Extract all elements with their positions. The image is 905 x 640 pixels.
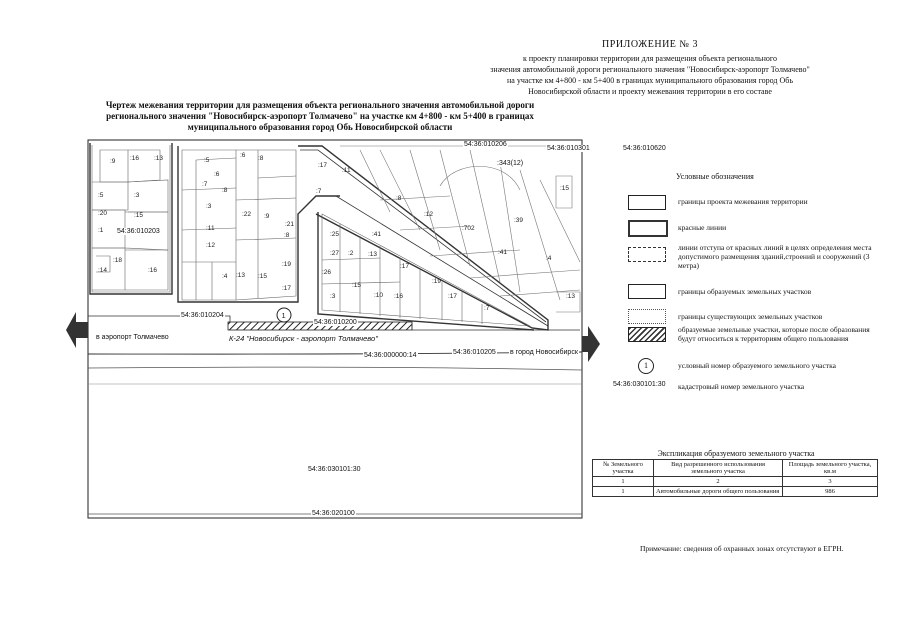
cad-label-000000: 54:36:000000:14 xyxy=(364,352,417,359)
parcel-number-label: :13 xyxy=(154,155,164,162)
parcel-number-label: :16 xyxy=(148,267,158,274)
legend-text-8: кадастровый номер земельного участка xyxy=(678,382,805,391)
parcel-number-label: :14 xyxy=(98,267,108,274)
parcel-number-label: :13 xyxy=(566,293,576,300)
parcel-number-label: :13 xyxy=(368,251,378,258)
parcel-number-label: :22 xyxy=(242,211,252,218)
drawing-title-line-1: Чертеж межевания территории для размещения объекта регионального значения автомобильной дороги xyxy=(105,100,535,110)
parcel-number-label: :20 xyxy=(98,210,108,217)
parcel-number-label: :1 xyxy=(98,227,104,234)
parcel-number-label: :10 xyxy=(374,292,384,299)
parcel-number-label: :16 xyxy=(130,155,140,162)
header-line-4: Новосибирской области и проекту межевания территории в его составе xyxy=(528,87,772,96)
explication-table xyxy=(592,459,878,497)
parcel-number-label: :6 xyxy=(214,171,220,178)
parcel-number-label: :15 xyxy=(560,185,570,192)
parcel-number-label: :7 xyxy=(484,305,490,312)
legend-text-1: границы проекта межевания территории xyxy=(678,197,808,206)
parcels-upper-right xyxy=(340,146,580,312)
parcel-number-label: :15 xyxy=(134,212,144,219)
road-edge-south xyxy=(88,352,582,354)
parcel-number-label: :7 xyxy=(202,181,208,188)
parcel-number-label: :4 xyxy=(546,255,552,262)
parcel-number-label: :7 xyxy=(316,188,322,195)
cad-label-030101-center: 54:36:030101:30 xyxy=(308,466,361,473)
explication-title: Экспликация образуемого земельного участка xyxy=(657,449,815,458)
legend-text-2: красные линии xyxy=(678,223,727,232)
parcel-number-label: :16 xyxy=(394,293,404,300)
header-line-2: значения автомобильной дороги регионального значения "Новосибирск-аэропорт Толмачево" xyxy=(490,65,810,74)
parcel-number-label: :8 xyxy=(396,195,402,202)
cad-label-010206: 54:36:010206 xyxy=(464,141,507,148)
parcel-number-label: :17 xyxy=(318,162,328,169)
parcel-number-label: :39 xyxy=(514,217,524,224)
parcel-number-label: :17 xyxy=(448,293,458,300)
parcel-number-label: :41 xyxy=(372,231,382,238)
cad-label-010301: 54:36:010301 xyxy=(547,145,590,152)
table-row xyxy=(593,487,878,497)
parcel-number-label: :12 xyxy=(424,211,434,218)
parcels-triangle xyxy=(322,214,530,326)
cad-label-010203: 54:36:010203 xyxy=(117,228,160,235)
cad-label-030101-right: 54:36:030101:30 xyxy=(613,381,666,388)
appendix-title: ПРИЛОЖЕНИЕ № 3 xyxy=(602,39,698,50)
parcel-number-label: :9 xyxy=(110,158,116,165)
parcel-number-label: :6 xyxy=(240,152,246,159)
parcel-number-label: :3 xyxy=(330,293,336,300)
parcel-number-label: :19 xyxy=(432,278,442,285)
explication-row-use: Автомобильные дороги общего пользования xyxy=(654,487,783,497)
header-line-1: к проекту планировки территории для размещения объекта регионального xyxy=(522,54,777,63)
extra-label: :343(12) xyxy=(497,160,524,167)
legend-item-formed-boundaries xyxy=(628,284,868,298)
arrow-right-bar xyxy=(582,336,590,352)
cad-label-010200: 54:36:010200 xyxy=(314,319,357,326)
cad-label-010620: 54:36:010620 xyxy=(623,145,666,152)
legend-title: Условные обозначения xyxy=(676,172,754,181)
explication-header-area: Площадь земельного участка, кв.м xyxy=(783,460,878,477)
parcel-number-label: :4 xyxy=(222,273,228,280)
legend-item-cad-number xyxy=(628,381,868,395)
legend-text-3: линии отступа от красных линий в целях определения места допустимого размещения зданий,строений и сооружений (3 метра) xyxy=(678,243,872,270)
parcel-number-label: :25 xyxy=(330,231,340,238)
direction-left-label: в аэропорт Толмачево xyxy=(96,334,169,341)
legend-item-setback-lines xyxy=(628,243,872,279)
legend-text-7: условный номер образуемого земельного участка xyxy=(678,361,836,370)
parcel-number-label: :9 xyxy=(264,213,270,220)
explication-row-area: 986 xyxy=(783,487,878,497)
explication-colnum-1: 1 xyxy=(593,477,654,487)
cad-label-010204: 54:36:010204 xyxy=(181,312,224,319)
direction-right-label: в город Новосибирск xyxy=(510,349,578,356)
parcel-number-label: :15 xyxy=(352,282,362,289)
header-line-3: на участке км 4+800 - км 5+400 в границах муниципального образования город Обь xyxy=(507,76,793,85)
parcel-number-label: :41 xyxy=(498,249,508,256)
explication-colnum-3: 3 xyxy=(783,477,878,487)
explication-header-number: № Земельного участка xyxy=(593,460,654,477)
legend-item-red-lines xyxy=(628,220,868,234)
cad-label-010205: 54:36:010205 xyxy=(453,349,496,356)
parcel-number-label: :17 xyxy=(282,285,292,292)
parcel-number-label: :8 xyxy=(258,155,264,162)
parcel-number-label: :8 xyxy=(284,232,290,239)
legend-text-4: границы образуемых земельных участков xyxy=(678,287,812,296)
parcel-number-label: :5 xyxy=(204,157,210,164)
legend-symbol-marker: 1 xyxy=(638,358,654,374)
legend-item-plot-number xyxy=(628,360,868,374)
note: Примечание: сведения об охранных зонах отсутствуют в ЕГРН. xyxy=(640,544,844,553)
parcel-number-label: :8 xyxy=(222,187,228,194)
legend-text-5: границы существующих земельных участков xyxy=(678,312,823,321)
drawing-title-line-2: регионального значения "Новосибирск-аэропорт Толмачево" на участке км 4+800 - км 5+400 в границах xyxy=(106,111,534,121)
parcel-number-label: :17 xyxy=(400,263,410,270)
parcel-number-label: :11 xyxy=(206,225,215,232)
legend-text-6: образуемые земельные участки, которые после образования будут относиться к территориям общего пользования xyxy=(678,325,870,343)
parcel-number-label: :19 xyxy=(282,261,292,268)
explication-header-row xyxy=(593,460,878,477)
road-edge-south-2 xyxy=(88,367,582,370)
cad-label-020100: 54:36:020100 xyxy=(312,510,355,517)
plot-marker-number: 1 xyxy=(281,311,286,320)
parcel-number-label: :21 xyxy=(285,221,295,228)
parcel-number-label: :12 xyxy=(206,242,216,249)
legend-item-public-plots xyxy=(628,325,868,357)
explication-colnum-row xyxy=(593,477,878,487)
legend-symbol-existing xyxy=(628,309,666,324)
parcel-number-label: :3 xyxy=(206,203,212,210)
parcel-number-label: :3 xyxy=(134,192,140,199)
parcel-number-label: :13 xyxy=(236,272,246,279)
legend-symbol-hatched xyxy=(628,327,666,342)
legend-symbol-formed xyxy=(628,284,666,299)
legend-symbol-setback xyxy=(628,247,666,262)
parcel-number-label: :26 xyxy=(322,269,332,276)
parcel-number-label: :27 xyxy=(330,250,340,257)
legend-symbol-project-boundary xyxy=(628,195,666,210)
road-label: К-24 "Новосибирск - аэропорт Толмачево" xyxy=(229,334,378,343)
parcel-number-label: :702 xyxy=(462,225,475,232)
parcel-number-label: :5 xyxy=(98,192,104,199)
explication-colnum-2: 2 xyxy=(654,477,783,487)
explication-row-number: 1 xyxy=(593,487,654,497)
street-band-2 xyxy=(325,196,548,326)
legend-item-project-boundary xyxy=(628,195,868,209)
red-line-diagonal xyxy=(298,146,548,330)
explication-header-use: Вид разрешенного использования земельного участка xyxy=(654,460,783,477)
parcel-number-label: :2 xyxy=(348,250,354,257)
parcel-number-label: :15 xyxy=(258,273,268,280)
legend-item-existing-boundaries xyxy=(628,309,868,323)
drawing-title-line-3: муниципального образования город Обь Новосибирской области xyxy=(187,122,453,132)
arrow-left-bar xyxy=(74,322,88,338)
legend-symbol-red-lines xyxy=(628,220,668,237)
parcel-number-label: :11 xyxy=(342,167,351,174)
parcel-number-label: :18 xyxy=(113,257,123,264)
parcel-number-labels xyxy=(98,152,575,312)
